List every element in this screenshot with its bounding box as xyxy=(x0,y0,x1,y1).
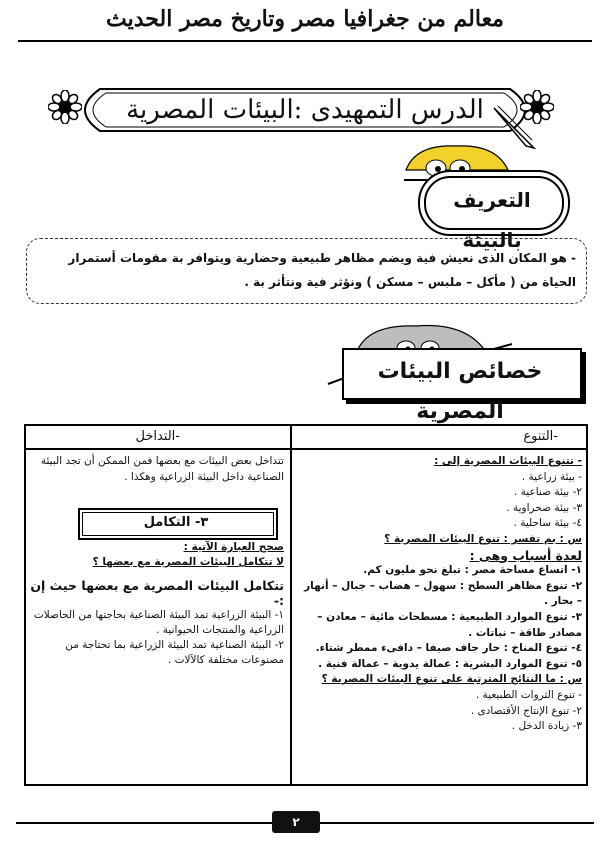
page-number: ٢ xyxy=(292,815,300,829)
lesson-title: الدرس التمهيدى :البيئات المصرية xyxy=(126,95,484,125)
list-item: ١- اتساع مساحة مصر : تبلغ نحو مليون كم. xyxy=(363,564,582,577)
question-results: س : ما النتائج المترتبة على تنوع البيئات المصرية ؟ xyxy=(321,673,582,686)
diversity-column xyxy=(296,454,582,735)
reasons-title: لعدة أسباب وهى : xyxy=(469,547,582,563)
answer: تتكامل البيئات المصرية مع بعضها حيث إن :- xyxy=(30,578,284,608)
list-item: ٢- البيئة الصناعية تمد البيئة الزراعية بما تحتاجة من مصنوعات مختلفة كالآلات . xyxy=(65,639,284,666)
overlap-intro: تتداخل بعض البيئات مع بعضها فمن الممكن أن تجد البيئة الصناعية داخل البيئة الزراعية وهكذا . xyxy=(40,455,284,483)
question-explain: س : بم تفسر : تنوع البيئات المصرية ؟ xyxy=(384,532,582,545)
statement: لا تتكامل البيئات المصرية مع بعضها ؟ xyxy=(92,556,284,568)
header-rule xyxy=(18,40,592,42)
list-item: ٣- بيئة صحراوية . xyxy=(506,501,582,514)
list-item: ١- البيئة الزراعية تمد البيئة الصناعية بحاجتها من الحاصلات الزراعية والمنتجات الحيوانية . xyxy=(33,609,284,636)
list-item: ٥- تنوع الموارد البشرية : عمالة يدوية – عمالة فنية . xyxy=(318,657,582,670)
integration-section xyxy=(30,540,284,668)
question-types: - تتنوع البيئات المصرية إلى : xyxy=(434,455,582,467)
table-header-rule xyxy=(24,448,586,450)
list-item: ٣- زيادة الدخل . xyxy=(511,720,582,733)
definition-badge-label: التعريف بالبيئة xyxy=(453,188,531,252)
list-item: ٢- بيئة صناعية . xyxy=(513,486,582,499)
list-item: ٤- تنوع المناخ : حار جاف صيفا – دافىء ممطر شتاء. xyxy=(315,642,582,655)
page-header-title: معالم من جغرافيا مصر وتاريخ مصر الحديث xyxy=(106,6,504,32)
list-item: - تنوع الثروات الطبيعية . xyxy=(475,688,582,701)
list-item: ٤- بيئة ساحلية . xyxy=(513,517,582,530)
table-column-divider xyxy=(290,424,292,784)
question-fix: صحح العبارة الآتية : xyxy=(183,541,284,553)
section-title: خصائص البيئات المصرية xyxy=(377,359,543,424)
list-item: ٢- تنوع الإنتاج الأقتصادى . xyxy=(470,704,582,717)
list-item: ٢- تنوع مظاهر السطح : سهول – هضاب – جبال – أنهار – بحار . xyxy=(304,579,582,608)
list-item: - بيئة زراعية . xyxy=(521,470,582,483)
list-item: ٣- تنوع الموارد الطبيعية : مسطحات مائية – معادن – مصادر طاقة – نباتات . xyxy=(317,610,582,639)
definition-text: - هو المكان الذى نعيش فية ويضم مظاهر طبيعية وحضارية ويتوافر بة مقومات أستمرار الحياة من ( مأكل – ملبس – مسكن ) ونؤثر فية ونتأثر بة . xyxy=(68,251,576,289)
flower-left-icon xyxy=(48,90,82,124)
column-header-diversity: -التنوع xyxy=(523,429,558,444)
overlap-column xyxy=(30,454,284,485)
column-header-overlap: -التداخل xyxy=(135,429,180,444)
integration-label: ٣- التكامل xyxy=(143,515,209,530)
